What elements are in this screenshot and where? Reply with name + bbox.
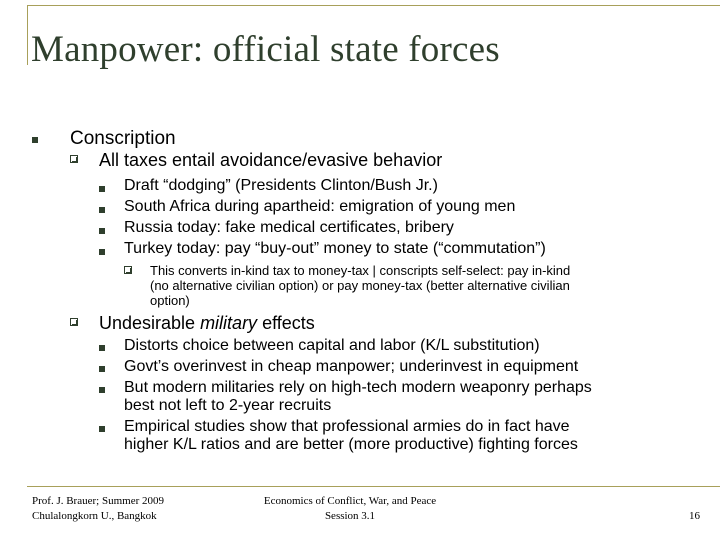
- footer-author: [32, 494, 164, 524]
- bullet-avoidance: All taxes entail avoidance/evasive behavior: [99, 150, 443, 170]
- slide-title: Manpower: official state forces: [31, 29, 500, 70]
- footer-session-line: Session 3.1: [324, 510, 376, 522]
- square-bullet-icon: [99, 207, 105, 213]
- subnote-line: This converts in-kind tax to money-tax | conscripts self-select: pay in-kind: [150, 263, 571, 278]
- list-item-draft: South Africa during apartheid: emigration of young men: [124, 198, 516, 215]
- square-bullet-icon: [99, 228, 105, 234]
- text-segment: Undesirable: [99, 313, 201, 333]
- emphasis-text: military: [200, 313, 258, 333]
- square-bullet-icon: [99, 426, 105, 432]
- list-item-draft: Turkey today: pay “buy-out” money to state (“commutation”): [124, 240, 546, 257]
- square-bullet-icon: [99, 186, 105, 192]
- bullet-conscription: Conscription: [70, 128, 176, 149]
- list-item-effect-continuation: higher K/L ratios and are better (more productive) fighting forces: [124, 436, 578, 453]
- title-left-rule: [27, 5, 28, 65]
- bullet-undesirable-effects: [99, 313, 315, 334]
- footer-affiliation-line: Chulalongkorn U., Bangkok: [32, 510, 157, 522]
- footer-course: [250, 494, 450, 524]
- square-bullet-icon: [99, 249, 105, 255]
- page-number: 16: [689, 510, 700, 522]
- square-bullet-icon: [99, 345, 105, 351]
- list-item-effect-continuation: best not left to 2-year recruits: [124, 397, 332, 414]
- list-item-draft: Draft “dodging” (Presidents Clinton/Bush Jr.): [124, 177, 438, 194]
- list-item-effect: Distorts choice between capital and labor (K/L substitution): [124, 337, 540, 354]
- title-top-rule: [27, 5, 720, 6]
- square-bullet-icon: [99, 366, 105, 372]
- list-item-draft: Russia today: fake medical certificates, bribery: [124, 219, 454, 236]
- list-item-effect: But modern militaries rely on high-tech modern weaponry perhaps: [124, 379, 592, 396]
- text-segment: effects: [257, 313, 315, 333]
- hollow-square-bullet-icon: [70, 155, 78, 163]
- square-bullet-icon: [32, 137, 38, 143]
- subnote-line: option): [150, 293, 190, 308]
- square-bullet-icon: [99, 387, 105, 393]
- list-item-effect: Empirical studies show that professional armies do in fact have: [124, 418, 570, 435]
- hollow-square-bullet-icon: [124, 266, 132, 274]
- footer-rule: [27, 486, 720, 487]
- list-item-effect: Govt’s overinvest in cheap manpower; underinvest in equipment: [124, 358, 579, 375]
- hollow-square-bullet-icon: [70, 318, 78, 326]
- footer-course-line: Economics of Conflict, War, and Peace: [263, 495, 437, 507]
- subnote-line: (no alternative civilian option) or pay money-tax (better alternative civilian: [150, 278, 570, 293]
- footer-author-line: Prof. J. Brauer; Summer 2009: [32, 495, 164, 507]
